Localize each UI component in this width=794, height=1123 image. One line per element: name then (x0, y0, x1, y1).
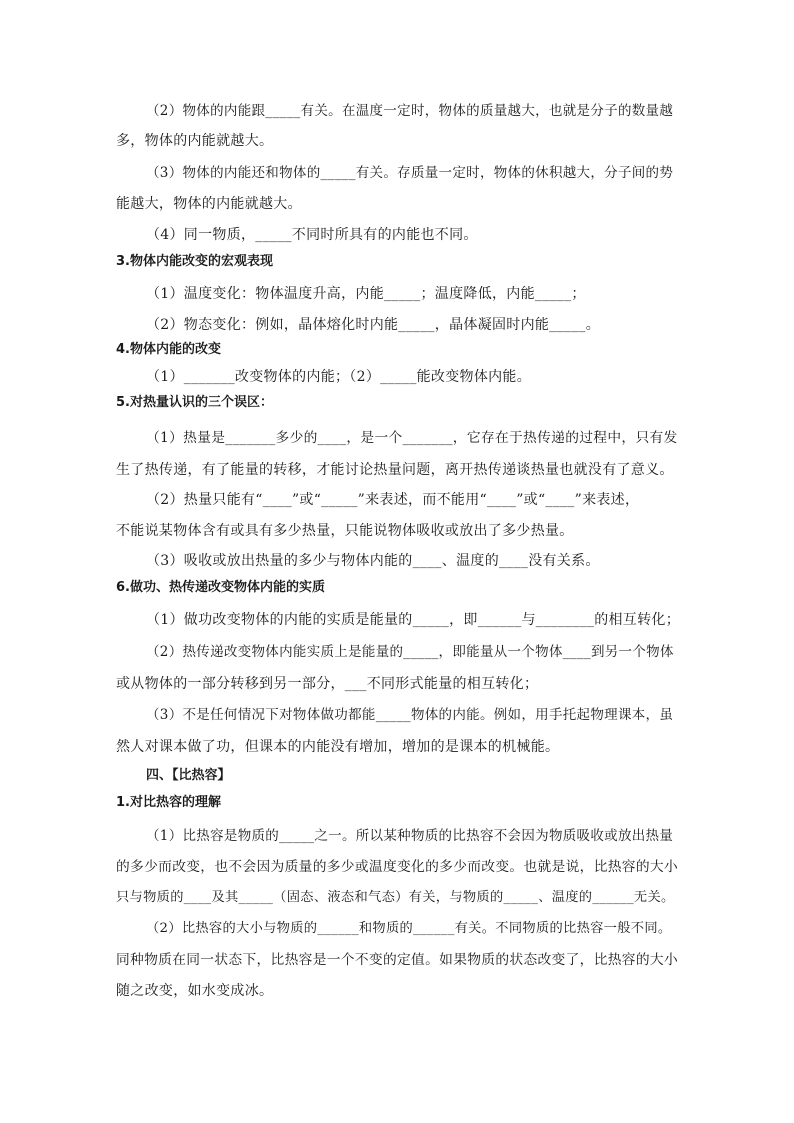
text-line: 随之改变，如水变成冰。 (116, 983, 274, 999)
text-line: 然人对课本做了功，但课本的内能没有增加，增加的是课本的机械能。 (116, 739, 560, 755)
section-heading: 5.对热量认识的三个误区： (116, 395, 273, 410)
text-line: （1）热量是_______多少的____，是一个_______，它存在于热传递的过程中，只有发 (146, 430, 678, 446)
text-line: 只与物质的____及其_____（固态、液态和气态）有关，与物质的_____、温度的______无关。 (116, 890, 675, 905)
section-heading: 1.对比热容的理解 (116, 795, 221, 810)
text-line: （1）比热容是物质的_____之一。所以某种物质的比热容不会因为物质吸收或放出热量 (146, 828, 674, 844)
text-line: 或从物体的一部分转移到另一部分，___不同形式能量的相互转化； (116, 676, 539, 692)
text-line: （2）物态变化：例如，晶体熔化时内能_____，晶体凝固时内能_____。 (146, 317, 601, 333)
text-line: （2）热量只能有“____”或“_____”来表述，而不能用“____”或“____”来表述， (146, 492, 640, 508)
text-line: 能越大，物体的内能就越大。 (116, 196, 302, 212)
text-line: （1）做功改变物体的内能的实质是能量的_____，即______与________的相互转化； (146, 612, 681, 628)
text-line: （3）物体的内能还和物体的_____有关。存质量一定时，物体的休积越大，分子间的势 (146, 165, 674, 181)
section-heading: 3.物体内能改变的宏观表现 (116, 254, 273, 269)
text-line: （1）温度变化：物体温度升高，内能_____；温度降低，内能_____； (146, 286, 586, 302)
text-line: （3）不是任何情况下对物体做功都能_____物体的内能。例如，用手托起物理课本，虽 (146, 707, 674, 723)
section-heading: 4.物体内能的改变 (116, 342, 221, 357)
section-heading: 四、【比热容】 (146, 768, 231, 783)
text-line: 的多少而改变，也不会因为质量的多少或温度变化的多少而改变。也就是说，比热容的大小 (116, 859, 679, 875)
text-line: （2）物体的内能跟_____有关。在温度一定时，物体的质量越大，也就是分子的数量越 (146, 103, 674, 119)
text-line: （4）同一物质，_____不同时所具有的内能也不同。 (146, 227, 478, 243)
text-line: （2）热传递改变物体内能实质上是能量的_____，即能量从一个物体____到另一个物体 (146, 644, 674, 660)
text-line: 生了热传递，有了能量的转移，才能讨论热量问题，离开热传递谈热量也就没有了意义。 (116, 462, 674, 478)
text-line: （2）比热容的大小与物质的______和物质的______有关。不同物质的比热容一般不同。 (146, 921, 672, 936)
text-line: （3）吸收或放出热量的多少与物体内能的____、温度的____没有关系。 (146, 553, 600, 569)
text-line: 同种物质在同一状态下，比热容是一个不变的定值。如果物质的状态改变了，比热容的大小 (116, 952, 679, 968)
text-line: 多，物体的内能就越大。 (116, 133, 274, 149)
text-line: （1）_______改变物体的内能；（2）_____能改变物体内能。 (146, 369, 532, 385)
text-line: 不能说某物体含有或具有多少热量，只能说物体吸收或放出了多少热量。 (116, 523, 574, 539)
section-heading: 6.做功、热传递改变物体内能的实质 (116, 580, 325, 595)
